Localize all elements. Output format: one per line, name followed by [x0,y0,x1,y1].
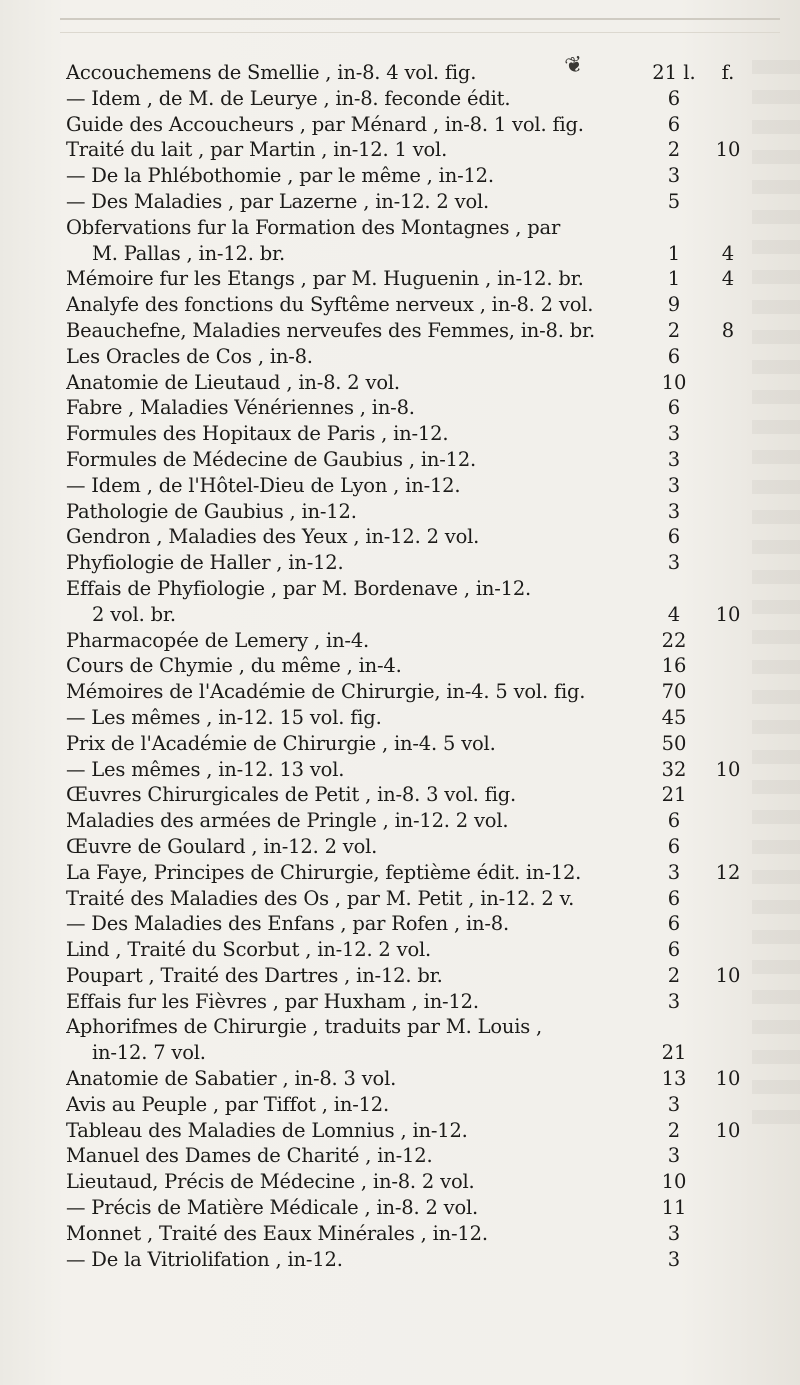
catalog-entry [66,989,786,1015]
catalog-entry [66,163,786,189]
entry-title: Fabre , Maladies Vénériennes , in-8. [66,396,415,420]
entry-title: Accouchemens de Smellie , in-8. 4 vol. fig. [66,61,477,84]
catalog-entry [66,860,786,886]
catalog-entry [66,1247,786,1273]
entry-title: — Idem , de M. de Leurye , in-8. feconde édit. [66,86,511,110]
catalog-entry [66,576,786,602]
entry-title: M. Pallas , in-12. br. [92,241,285,265]
entry-title: Œuvres Chirurgicales de Petit , in-8. 3 vol. fig. [66,783,517,807]
entry-price-livres: 3 [667,551,681,575]
entry-price-livres: 6 [667,112,681,136]
entry-price-sols: f. [721,61,735,84]
entry-price-sols: 10 [715,138,741,162]
entry-title: Guide des Accoucheurs , par Ménard , in-8. 1 vol. fig. [66,112,584,136]
catalog-entry [66,911,786,937]
entry-title: in-12. 7 vol. [92,1041,206,1065]
entry-price-livres: 11 [661,1196,687,1220]
entry-title: Lind , Traité du Scorbut , in-12. 2 vol. [66,938,432,962]
entry-price-sols: 10 [715,757,741,781]
catalog-entry [66,112,786,138]
entry-title: — Précis de Matière Médicale , in-8. 2 vol. [66,1196,479,1220]
catalog-entry [66,524,786,550]
top-rule [60,18,780,20]
entry-price-livres: 9 [667,293,681,317]
entry-price-livres: 3 [667,499,681,523]
entry-title: — De la Vitriolifation , in-12. [66,1247,343,1271]
entry-title: Poupart , Traité des Dartres , in-12. br. [66,963,443,987]
entry-title: — Des Maladies , par Lazerne , in-12. 2 vol. [66,189,490,213]
entry-price-livres: 13 [661,1067,687,1091]
entry-price-livres: 3 [667,1144,681,1168]
entry-price-livres: 4 [667,602,681,626]
entry-title: Effais fur les Fièvres , par Huxham , in-12. [66,989,479,1013]
entry-price-livres: 3 [667,1221,681,1245]
entry-price-livres: 3 [667,1092,681,1116]
entry-title: — Les mêmes , in-12. 15 vol. fig. [66,705,382,729]
entry-price-livres: 6 [667,344,681,368]
entry-title: Effais de Phyfiologie , par M. Bordenave , in-12. [66,576,532,600]
top-rule-thin [60,32,780,33]
entry-title: Œuvre de Goulard , in-12. 2 vol. [66,834,378,858]
entry-title: Anatomie de Sabatier , in-8. 3 vol. [66,1067,397,1091]
entry-title: Gendron , Maladies des Yeux , in-12. 2 vol. [66,525,480,549]
catalog-entry [66,292,786,318]
catalog-entry [66,705,786,731]
catalog-entry [66,447,786,473]
entry-price-livres: 45 [661,705,687,729]
entry-price-livres: 2 [667,1118,681,1142]
entry-price-livres: 22 [661,628,687,652]
catalog-entry [66,421,786,447]
catalog-entry [66,937,786,963]
entry-title: — Idem , de l'Hôtel-Dieu de Lyon , in-12. [66,473,461,497]
entry-title: — Les mêmes , in-12. 13 vol. [66,757,345,781]
catalog-entry [66,679,786,705]
entry-title: Manuel des Dames de Charité , in-12. [66,1144,433,1168]
catalog-entry [66,808,786,834]
entry-price-sols: 4 [721,267,735,291]
catalog-entry [66,1066,786,1092]
entry-title: Traité du lait , par Martin , in-12. 1 vol. [66,138,448,162]
entry-title: — Des Maladies des Enfans , par Rofen , in-8. [66,912,509,936]
entry-title: Mémoire fur les Etangs , par M. Huguenin , in-12. br. [66,267,584,291]
catalog-entry [66,60,786,86]
entry-title: Mémoires de l'Académie de Chirurgie, in-4. 5 vol. fig. [66,680,586,704]
book-catalog-list [66,60,786,1272]
entry-price-livres: 21 [661,1041,687,1065]
catalog-entry [66,473,786,499]
entry-title: Cours de Chymie , du même , in-4. [66,654,402,678]
entry-title: Anatomie de Lieutaud , in-8. 2 vol. [66,370,400,394]
printer-ornament-icon: ❦ [562,51,586,80]
entry-title: Tableau des Maladies de Lomnius , in-12. [66,1118,468,1142]
entry-price-livres: 3 [667,422,681,446]
entry-title: Monnet , Traité des Eaux Minérales , in-12. [66,1221,488,1245]
entry-price-livres: 3 [667,164,681,188]
entry-price-livres: 2 [667,138,681,162]
catalog-entry [66,499,786,525]
entry-price-livres: 3 [667,860,681,884]
entry-title: Les Oracles de Cos , in-8. [66,344,313,368]
entry-price-livres: 6 [667,86,681,110]
catalog-entry [66,1169,786,1195]
catalog-entry [66,1118,786,1144]
entry-price-sols: 10 [715,1118,741,1142]
catalog-entry [66,550,786,576]
catalog-entry [66,1040,786,1066]
catalog-entry [66,1195,786,1221]
entry-price-livres: 3 [667,989,681,1013]
entry-title: Pharmacopée de Lemery , in-4. [66,628,370,652]
entry-title: Formules des Hopitaux de Paris , in-12. [66,422,449,446]
entry-price-livres: 1 [667,267,681,291]
entry-title: Pathologie de Gaubius , in-12. [66,499,357,523]
entry-title: Obfervations fur la Formation des Montagnes , par [66,215,561,239]
catalog-entry [66,241,786,267]
entry-title: — De la Phlébothomie , par le même , in-12. [66,164,494,188]
entry-price-livres: 6 [667,809,681,833]
catalog-entry [66,395,786,421]
catalog-entry [66,266,786,292]
entry-title: La Faye, Principes de Chirurgie, feptième édit. in-12. [66,860,582,884]
entry-price-livres: 21 [661,783,687,807]
entry-price-livres: 6 [667,886,681,910]
catalog-entry [66,886,786,912]
entry-price-livres: 6 [667,834,681,858]
catalog-entry [66,731,786,757]
entry-price-livres: 32 [661,757,687,781]
entry-price-livres: 1 [667,241,681,265]
catalog-entry [66,86,786,112]
entry-price-livres: 6 [667,938,681,962]
catalog-entry [66,963,786,989]
catalog-entry [66,1092,786,1118]
entry-price-livres: 2 [667,318,681,342]
catalog-entry [66,1221,786,1247]
catalog-entry [66,318,786,344]
entry-title: Lieutaud, Précis de Médecine , in-8. 2 vol. [66,1170,475,1194]
catalog-entry [66,189,786,215]
entry-price-livres: 10 [661,370,687,394]
entry-title: Prix de l'Académie de Chirurgie , in-4. 5 vol. [66,731,496,755]
entry-price-livres: 50 [661,731,687,755]
entry-price-livres: 3 [667,1247,681,1271]
catalog-entry [66,757,786,783]
entry-title: Phyfiologie de Haller , in-12. [66,551,344,575]
entry-title: Aphorifmes de Chirurgie , traduits par M. Louis , [66,1015,543,1039]
catalog-entry [66,1143,786,1169]
entry-price-livres: 6 [667,396,681,420]
catalog-entry [66,344,786,370]
catalog-entry [66,137,786,163]
catalog-entry [66,215,786,241]
entry-price-livres: 21 l. [652,61,696,84]
catalog-entry [66,628,786,654]
entry-price-sols: 10 [715,1067,741,1091]
entry-price-livres: 6 [667,912,681,936]
entry-title: Traité des Maladies des Os , par M. Petit , in-12. 2 v. [66,886,575,910]
entry-price-livres: 70 [661,680,687,704]
entry-title: Avis au Peuple , par Tiffot , in-12. [66,1092,390,1116]
catalog-entry [66,370,786,396]
entry-price-livres: 3 [667,473,681,497]
entry-title: Maladies des armées de Pringle , in-12. 2 vol. [66,809,509,833]
entry-price-livres: 16 [661,654,687,678]
catalog-entry [66,653,786,679]
catalog-entry [66,1014,786,1040]
entry-title: Formules de Médecine de Gaubius , in-12. [66,447,477,471]
entry-price-sols: 8 [721,318,735,342]
entry-title: 2 vol. br. [92,602,176,626]
entry-price-sols: 10 [715,963,741,987]
catalog-entry [66,602,786,628]
entry-title: Beauchefne, Maladies nerveufes des Femmes, in-8. br. [66,318,596,342]
entry-price-sols: 4 [721,241,735,265]
entry-price-livres: 2 [667,963,681,987]
entry-price-sols: 10 [715,602,741,626]
entry-price-livres: 3 [667,447,681,471]
entry-price-livres: 5 [667,189,681,213]
entry-price-livres: 10 [661,1170,687,1194]
entry-price-sols: 12 [715,860,741,884]
entry-title: Analyfe des fonctions du Syftême nerveux , in-8. 2 vol. [66,293,594,317]
entry-price-livres: 6 [667,525,681,549]
catalog-entry [66,834,786,860]
catalog-entry [66,782,786,808]
